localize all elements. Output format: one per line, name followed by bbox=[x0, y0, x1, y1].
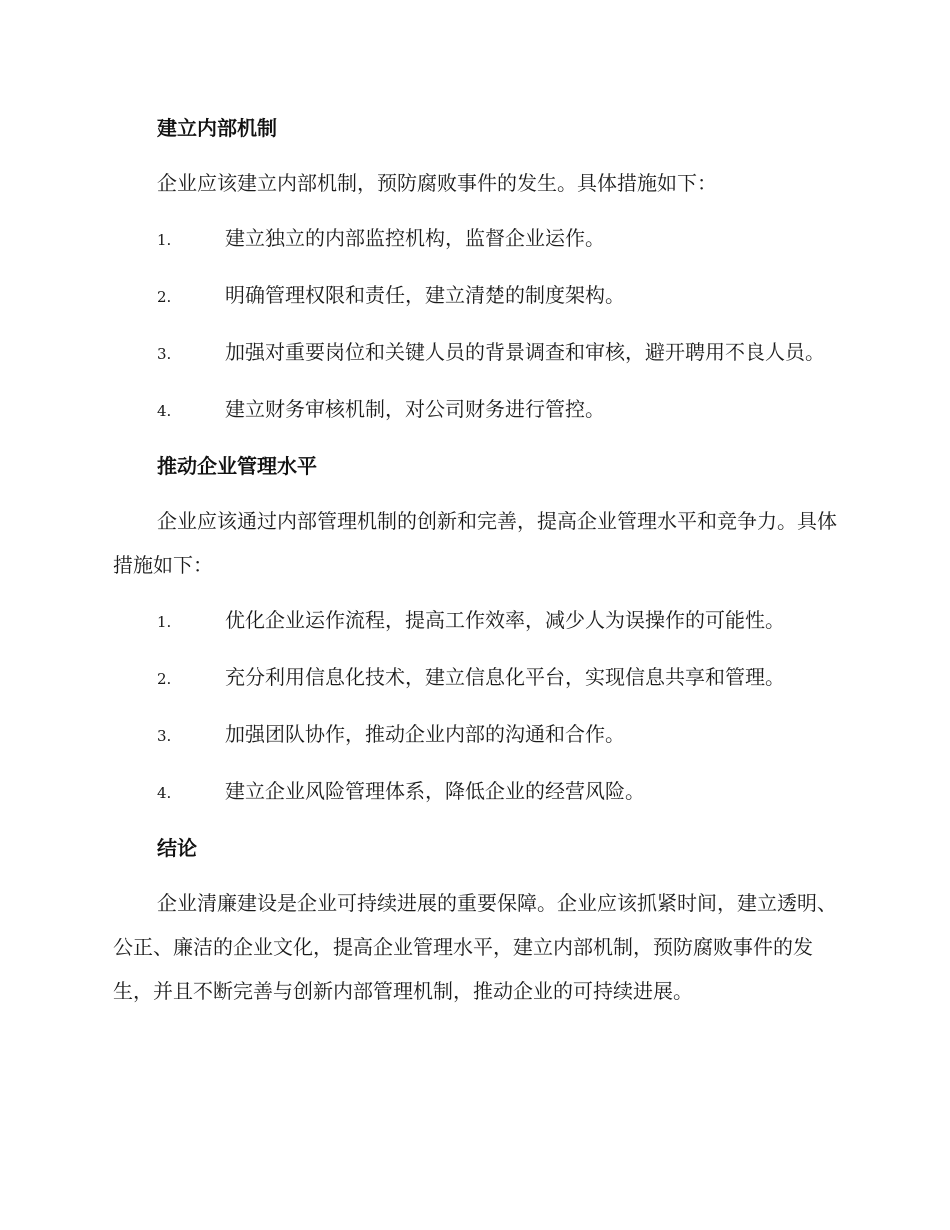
list-text: 明确管理权限和责任，建立清楚的制度架构。 bbox=[225, 283, 625, 307]
list-item bbox=[113, 273, 837, 319]
list-number: 3. bbox=[157, 345, 172, 363]
list-text: 建立企业风险管理体系，降低企业的经营风险。 bbox=[225, 779, 645, 803]
list-text: 加强对重要岗位和关键人员的背景调查和审核，避开聘用不良人员。 bbox=[225, 340, 825, 364]
list-number: 1. bbox=[157, 231, 172, 249]
list-text: 优化企业运作流程，提高工作效率，减少人为误操作的可能性。 bbox=[225, 608, 785, 632]
list-text: 建立财务审核机制，对公司财务进行管控。 bbox=[225, 397, 605, 421]
list-item bbox=[113, 216, 837, 262]
section-intro: 企业应该通过内部管理机制的创新和完善，提高企业管理水平和竞争力。具体措施如下： bbox=[113, 509, 837, 577]
list-number: 4. bbox=[157, 784, 172, 802]
list-item bbox=[113, 330, 837, 376]
conclusion-paragraph: 企业清廉建设是企业可持续进展的重要保障。企业应该抓紧时间，建立透明、公正、廉洁的企业文化，提高企业管理水平，建立内部机制，预防腐败事件的发生，并且不断完善与创新内部管理机制，推动企业的可持续进展。 bbox=[113, 891, 837, 1003]
numbered-list bbox=[113, 216, 837, 433]
list-item bbox=[113, 655, 837, 701]
list-text: 充分利用信息化技术，建立信息化平台，实现信息共享和管理。 bbox=[225, 665, 785, 689]
document-body bbox=[113, 106, 837, 1024]
section-heading: 建立内部机制 bbox=[157, 116, 277, 140]
numbered-list bbox=[113, 598, 837, 815]
list-number: 2. bbox=[157, 288, 172, 306]
list-item bbox=[113, 769, 837, 815]
section-heading: 结论 bbox=[157, 836, 197, 860]
list-text: 建立独立的内部监控机构，监督企业运作。 bbox=[225, 226, 605, 250]
list-text: 加强团队协作，推动企业内部的沟通和合作。 bbox=[225, 722, 625, 746]
list-number: 4. bbox=[157, 402, 172, 420]
section-heading: 推动企业管理水平 bbox=[157, 454, 317, 478]
list-item bbox=[113, 387, 837, 433]
list-number: 2. bbox=[157, 670, 172, 688]
list-item bbox=[113, 712, 837, 758]
list-number: 3. bbox=[157, 727, 172, 745]
section-intro: 企业应该建立内部机制，预防腐败事件的发生。具体措施如下： bbox=[157, 171, 717, 195]
list-item bbox=[113, 598, 837, 644]
list-number: 1. bbox=[157, 613, 172, 631]
